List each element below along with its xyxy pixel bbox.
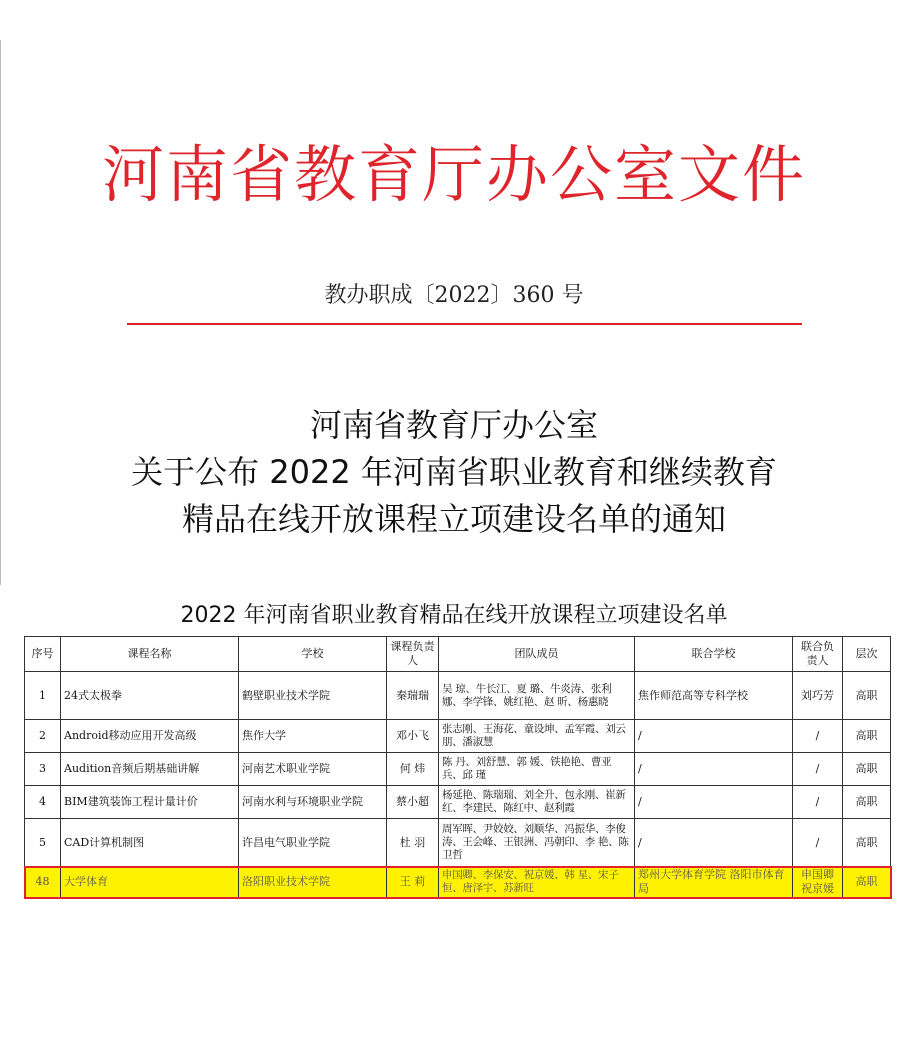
cell-partner: / <box>635 819 793 867</box>
cell-members: 张志刚、王海花、童设坤、孟军霞、刘云朋、潘淑慧 <box>439 720 635 753</box>
header-leader: 课程负责人 <box>387 637 439 672</box>
cell-school: 许昌电气职业学院 <box>239 819 387 867</box>
table-row-highlighted <box>25 867 891 898</box>
cell-course: BIM建筑装饰工程计量计价 <box>61 786 239 819</box>
cell-leader: 王 莉 <box>387 867 439 898</box>
document-header-title: 河南省教育厅办公室文件 <box>101 138 806 211</box>
cell-level: 高职 <box>843 867 891 898</box>
cell-partner: 焦作师范高等专科学校 <box>635 672 793 720</box>
cell-course: 24式太极拳 <box>61 672 239 720</box>
header-course: 课程名称 <box>61 637 239 672</box>
notice-title-line-1: 河南省教育厅办公室 <box>309 406 598 444</box>
cell-partner-leader: / <box>793 753 843 786</box>
table-row <box>25 786 891 819</box>
cell-no: 3 <box>25 753 61 786</box>
notice-title-line-3: 精品在线开放课程立项建设名单的通知 <box>181 500 726 538</box>
cell-no: 1 <box>25 672 61 720</box>
cell-no: 48 <box>25 867 61 898</box>
cell-school: 洛阳职业技术学院 <box>239 867 387 898</box>
table-row <box>25 672 891 720</box>
cell-level: 高职 <box>843 720 891 753</box>
cell-leader: 蔡小超 <box>387 786 439 819</box>
header-no: 序号 <box>25 637 61 672</box>
cell-leader: 杜 羽 <box>387 819 439 867</box>
notice-title <box>0 402 908 543</box>
table-row <box>25 720 891 753</box>
cell-partner: 郑州大学体育学院 洛阳市体育局 <box>635 867 793 898</box>
cell-school: 鹤壁职业技术学院 <box>239 672 387 720</box>
cell-level: 高职 <box>843 753 891 786</box>
cell-no: 4 <box>25 786 61 819</box>
cell-partner-leader: 申国卿 祝京媛 <box>793 867 843 898</box>
cell-members: 申国卿、李保安、祝京媛、韩 星、宋子恒、唐泽宇、苏新旺 <box>439 867 635 898</box>
table-title: 2022 年河南省职业教育精品在线开放课程立项建设名单 <box>180 603 728 628</box>
header-school: 学校 <box>239 637 387 672</box>
cell-no: 5 <box>25 819 61 867</box>
cell-school: 河南水利与环境职业学院 <box>239 786 387 819</box>
cell-leader: 何 炜 <box>387 753 439 786</box>
cell-level: 高职 <box>843 672 891 720</box>
cell-partner-leader: / <box>793 786 843 819</box>
cell-partner: / <box>635 720 793 753</box>
cell-partner-leader: / <box>793 720 843 753</box>
cell-members: 周军晖、尹姣姣、刘顺华、冯振华、李俊涛、王会峰、王银洲、冯朝印、李 艳、陈卫哲 <box>439 819 635 867</box>
cell-members: 杨延艳、陈瑞瑞、刘全升、包永刚、崔新红、李建民、陈红中、赵利霞 <box>439 786 635 819</box>
cell-leader: 秦瑞瑞 <box>387 672 439 720</box>
header-partner: 联合学校 <box>635 637 793 672</box>
cell-level: 高职 <box>843 819 891 867</box>
cell-course: Audition音频后期基础讲解 <box>61 753 239 786</box>
cell-partner: / <box>635 753 793 786</box>
cell-no: 2 <box>25 720 61 753</box>
header-level: 层次 <box>843 637 891 672</box>
cell-level: 高职 <box>843 786 891 819</box>
header-partner-leader: 联合负责人 <box>793 637 843 672</box>
table-header-row <box>25 637 891 672</box>
cell-course: CAD计算机制图 <box>61 819 239 867</box>
cell-partner: / <box>635 786 793 819</box>
table-row <box>25 819 891 867</box>
red-divider <box>127 323 802 325</box>
header-members: 团队成员 <box>439 637 635 672</box>
course-list-table <box>24 636 891 898</box>
notice-title-line-2: 关于公布 2022 年河南省职业教育和继续教育 <box>131 453 777 491</box>
cell-members: 吴 琼、牛长江、夏 璐、牛炎涛、张利娜、李学锋、姚红艳、赵 昕、杨惠晓 <box>439 672 635 720</box>
cell-members: 陈 丹、刘舒慧、郭 媛、铁艳艳、曹亚兵、邱 瑾 <box>439 753 635 786</box>
table-row <box>25 753 891 786</box>
cell-partner-leader: 刘巧芳 <box>793 672 843 720</box>
cell-leader: 邓小飞 <box>387 720 439 753</box>
cell-course: Android移动应用开发高级 <box>61 720 239 753</box>
cell-partner-leader: / <box>793 819 843 867</box>
document-number: 教办职成〔2022〕360 号 <box>324 283 584 308</box>
cell-school: 河南艺术职业学院 <box>239 753 387 786</box>
cell-course: 大学体育 <box>61 867 239 898</box>
cell-school: 焦作大学 <box>239 720 387 753</box>
